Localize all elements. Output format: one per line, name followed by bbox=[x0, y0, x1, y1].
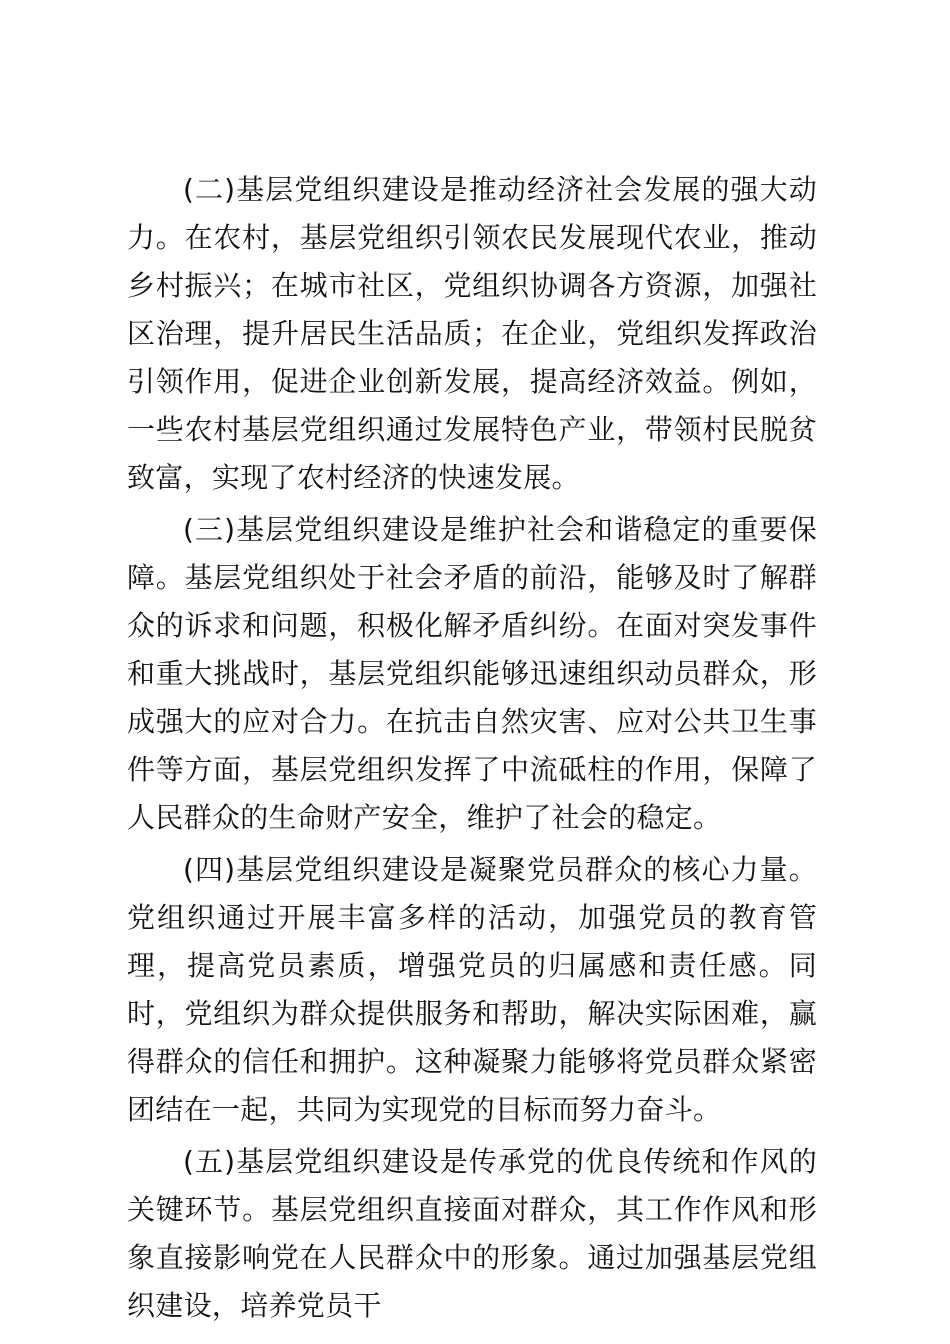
paragraph-4: (四)基层党组织建设是凝聚党员群众的核心力量。党组织通过开展丰富多样的活动，加强党员的教育管理，提高党员素质，增强党员的归属感和责任感。同时，党组织为群众提供服务和帮助，解决实际困难，赢得群众的信任和拥护。这种凝聚力能够将党员群众紧密团结在一起，共同为实现党的目标而努力奋斗。 bbox=[127, 853, 817, 1126]
document-body bbox=[127, 166, 817, 1334]
paragraph-2: (二)基层党组织建设是推动经济社会发展的强大动力。在农村，基层党组织引领农民发展现代农业，推动乡村振兴；在城市社区，党组织协调各方资源，加强社区治理，提升居民生活品质；在企业，党组织发挥政治引领作用，促进企业创新发展，提高经济效益。例如，一些农村基层党组织通过发展特色产业，带领村民脱贫致富，实现了农村经济的快速发展。 bbox=[127, 173, 817, 494]
paragraph-3: (三)基层党组织建设是维护社会和谐稳定的重要保障。基层党组织处于社会矛盾的前沿，能够及时了解群众的诉求和问题，积极化解矛盾纠纷。在面对突发事件和重大挑战时，基层党组织能够迅速组织动员群众，形成强大的应对合力。在抗击自然灾害、应对公共卫生事件等方面，基层党组织发挥了中流砥柱的作用，保障了人民群众的生命财产安全，维护了社会的稳定。 bbox=[127, 513, 817, 834]
paragraph-5: (五)基层党组织建设是传承党的优良传统和作风的关键环节。基层党组织直接面对群众，其工作作风和形象直接影响党在人民群众中的形象。通过加强基层党组织建设，培养党员干 bbox=[127, 1145, 817, 1322]
